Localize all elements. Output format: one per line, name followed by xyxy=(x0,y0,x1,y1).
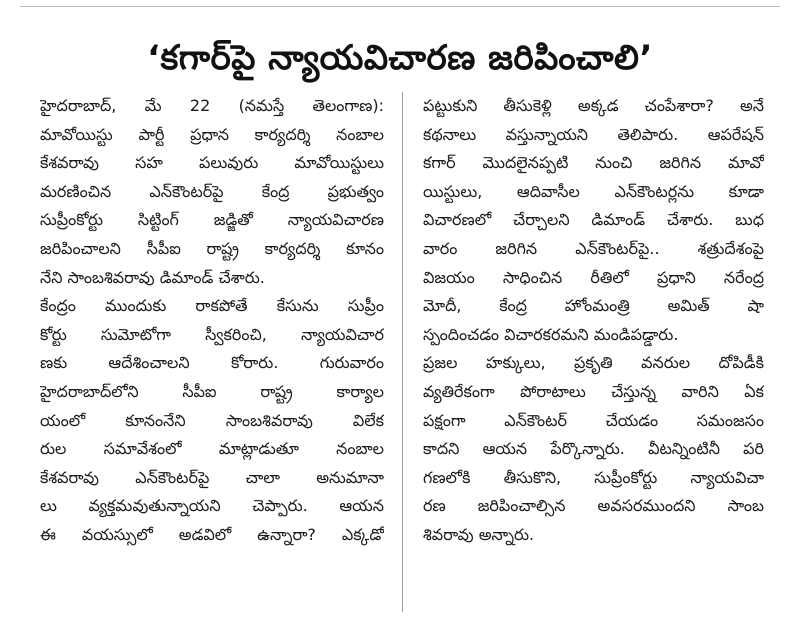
body-line: లు వ్యక్తమవుతున్నాయని చెప్పారు. ఆయన xyxy=(40,496,384,516)
article-headline: ‘కగార్‌పై న్యాయవిచారణ జరిపించాలి’ xyxy=(147,38,653,78)
left-column xyxy=(36,92,403,612)
body-line: మావోయిస్టు పార్టీ ప్రధాన కార్యదర్శి నంబాల xyxy=(40,124,384,144)
body-line: ఈ వయస్సులో అడవిలో ఉన్నారా? ఎక్కడో xyxy=(40,524,384,544)
body-line: మోదీ, కేంద్ర హోంమంత్రి అమిత్ షా xyxy=(423,296,764,316)
body-line: జరిపించాలని సీపీఐ రాష్ట్ర కార్యదర్శి కూనం xyxy=(40,238,384,258)
body-line: నేని సాంబశివరావు డిమాండ్ చేశారు. xyxy=(40,267,265,287)
body-line: ప్రజల హక్కులు, ప్రకృతి వనరుల దోపిడీకి xyxy=(423,353,764,373)
body-line: కోర్టు సుమోటోగా స్వీకరించి, న్యాయవిచార xyxy=(40,324,384,344)
article-body xyxy=(36,92,770,612)
body-line: కథనాలు వస్తున్నాయని తెలిపారు. ఆపరేషన్ xyxy=(423,124,764,144)
body-line: కాదని ఆయన పేర్కొన్నారు. వీటన్నింటినీ పరి xyxy=(423,439,764,459)
body-line: పట్టుకుని తీసుకెళ్లి అక్కడ చంపేశారా? అనే xyxy=(423,96,764,115)
right-column xyxy=(403,92,770,612)
body-line: వ్యతిరేకంగా పోరాటాలు చేస్తున్న వారిని ఏక xyxy=(423,381,764,401)
body-line: విజయం సాధించిన రీతిలో ప్రధాని నరేంద్ర xyxy=(423,267,764,287)
body-line: సుప్రీంకోర్టు సిట్టింగ్ జడ్జితో న్యాయవిచారణ xyxy=(40,210,384,230)
body-line: రుల సమావేశంలో మాట్లాడుతూ నంబాల xyxy=(40,439,384,459)
top-rule xyxy=(20,6,780,7)
dateline: హైదరాబాద్, మే 22 (నమస్తే తెలంగాణ): xyxy=(40,96,384,115)
body-line: వారం జరిగిన ఎన్‌కౌంటర్‌పై.. శత్రుదేశంపై xyxy=(423,238,764,258)
body-line: ణకు ఆదేశించాలని కోరారు. గురువారం xyxy=(40,353,384,373)
body-line: గణలోకి తీసుకొని, సుప్రీంకోర్టు న్యాయవిచా xyxy=(423,467,764,487)
body-line: కేంద్రం ముందుకు రాకపోతే కేసును సుప్రీం xyxy=(40,296,384,316)
body-line: హైదరాబాద్‌లోని సీపీఐ రాష్ట్ర కార్యాల xyxy=(40,381,384,401)
body-line: యిస్టులు, ఆదివాసీల ఎన్‌కౌంటర్లను కూడా xyxy=(423,181,764,201)
body-line: రణ జరిపించాల్సిన అవసరముందని సాంబ xyxy=(423,496,764,516)
body-line: కేశవరావు ఎన్‌కౌంటర్‌పై చాలా అనుమానా xyxy=(40,467,384,487)
body-line: శివరావు అన్నారు. xyxy=(423,524,535,544)
body-line: కేశవరావు సహ పలువురు మావోయిస్టులు xyxy=(40,153,384,173)
body-line: కగార్ మొదలైనప్పటి నుంచి జరిగిన మావో xyxy=(423,153,764,173)
body-line: మరణించిన ఎన్‌కౌంటర్‌పై కేంద్ర ప్రభుత్వం xyxy=(40,181,384,201)
body-line: పక్షంగా ఎన్‌కౌంటర్ చేయడం సమంజసం xyxy=(423,410,764,430)
body-line: విచారణలో చేర్చాలని డిమాండ్ చేశారు. బుధ xyxy=(423,210,764,230)
body-line: యంలో కూనంనేని సాంబశివరావు విలేక xyxy=(40,410,384,430)
body-line: స్పందించడం విచారకరమని మండిపడ్డారు. xyxy=(423,324,679,344)
